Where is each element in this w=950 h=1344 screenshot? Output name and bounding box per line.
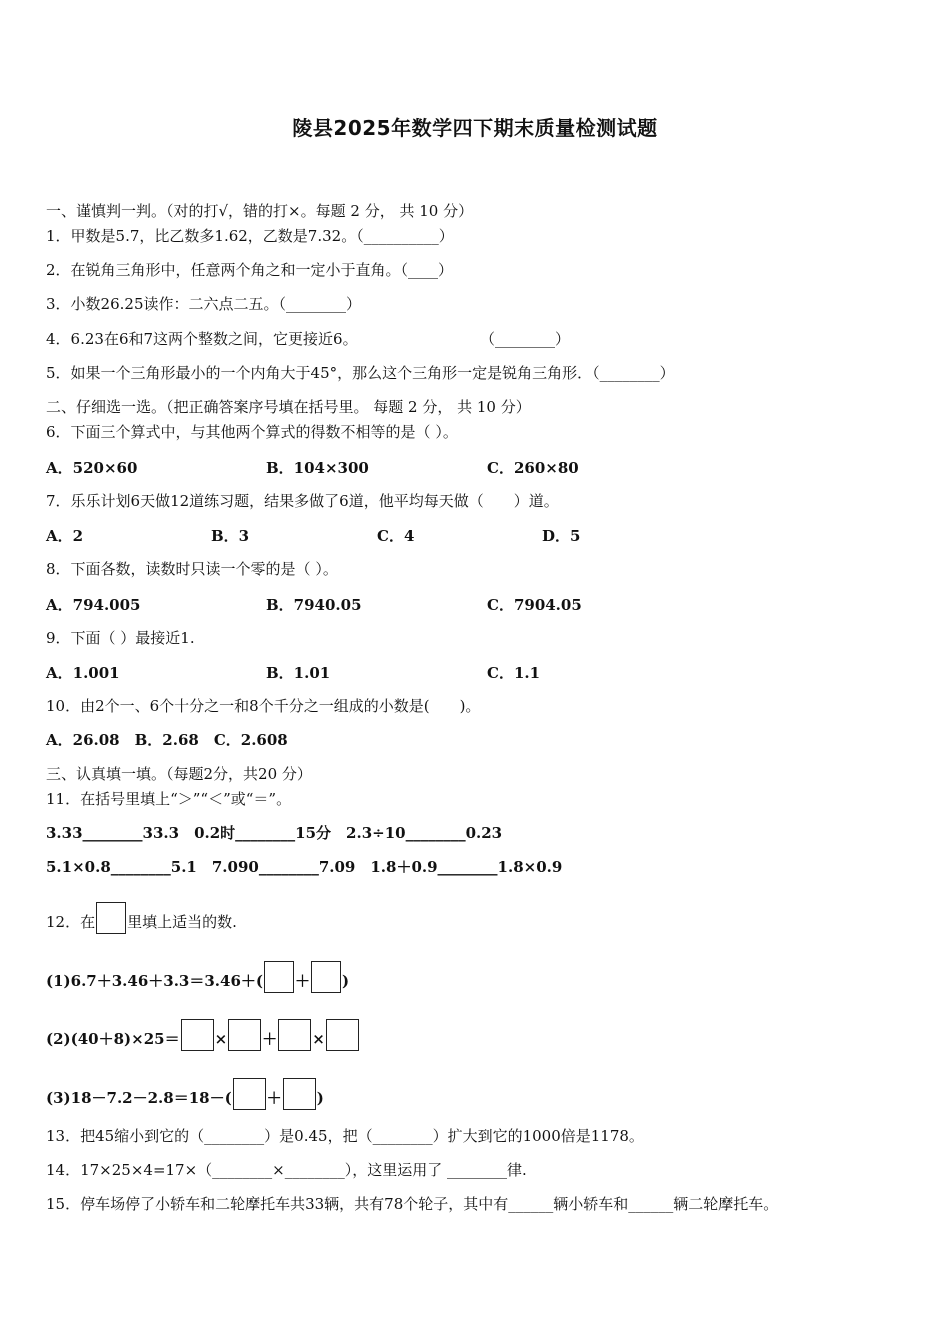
question-7: 7．乐乐计划6天做12道练习题，结果多做了6道，他平均每天做（ ）道。: [46, 492, 559, 510]
question-12: [46, 902, 237, 934]
q7-option-a: A．2: [46, 527, 84, 545]
close-paren: ): [316, 1089, 324, 1107]
answer-box[interactable]: [283, 1078, 316, 1110]
question-1: 1．甲数是5.7，比乙数多1.62，乙数是7.32。（__________）: [46, 227, 454, 245]
q6-option-b: B．104×300: [266, 459, 369, 477]
q7-option-d: D．5: [542, 527, 581, 545]
q11-row-2: 5.1×0.8________5.1 7.090________7.09 1.8＋0.9________1.8×0.9: [46, 858, 563, 876]
q6-option-c: C．260×80: [487, 459, 579, 477]
question-10: 10．由2个一、6个十分之一和8个千分之一组成的小数是( )。: [46, 697, 481, 715]
answer-box[interactable]: [311, 961, 341, 993]
question-4: 4．6.23在6和7这两个整数之间，它更接近6。: [46, 330, 358, 348]
answer-box[interactable]: [264, 961, 294, 993]
q9-option-a: A．1.001: [46, 664, 120, 682]
question-14: 14．17×25×4=17×（________×________），这里运用了 ________律.: [46, 1161, 527, 1179]
page-title: 陵县2025年数学四下期末质量检测试题: [292, 116, 658, 140]
question-15: 15．停车场停了小轿车和二轮摩托车共33辆，共有78个轮子，其中有______辆小轿车和______辆二轮摩托车。: [46, 1195, 779, 1213]
q6-option-a: A．520×60: [46, 459, 138, 477]
question-3: 3．小数26.25读作：二六点二五。（________）: [46, 295, 361, 313]
question-13: 13．把45缩小到它的（________）是0.45，把（________）扩大到它的1000倍是1178。: [46, 1127, 644, 1145]
q8-option-c: C．7904.05: [487, 596, 582, 614]
q11-row-1: 3.33________33.3 0.2时________15分 2.3÷10________0.23: [46, 824, 503, 842]
plus-sign: ＋: [295, 972, 311, 990]
question-11: 11．在括号里填上“＞”“＜”或“＝”。: [46, 790, 292, 808]
question-8: 8．下面各数，读数时只读一个零的是（ ）。: [46, 560, 338, 578]
plus-sign: ＋: [266, 1089, 282, 1107]
q12-suffix: 里填上适当的数.: [127, 913, 237, 931]
question-9: 9．下面（ ）最接近1.: [46, 629, 195, 647]
close-paren: ): [342, 972, 350, 990]
section3-header: 三、认真填一填。（每题2分，共20 分）: [46, 765, 312, 783]
q12-1-expression: (1)6.7＋3.46＋3.3＝3.46＋(: [46, 972, 263, 990]
q12-part-2: [46, 1019, 360, 1051]
question-6: 6．下面三个算式中，与其他两个算式的得数不相等的是（ ）。: [46, 423, 458, 441]
answer-box: [96, 902, 126, 934]
q8-option-b: B．7940.05: [266, 596, 362, 614]
question-2: 2．在锐角三角形中，任意两个角之和一定小于直角。（____）: [46, 261, 454, 279]
question-5: 5．如果一个三角形最小的一个内角大于45°，那么这个三角形一定是锐角三角形．（________）: [46, 364, 675, 382]
section2-header: 二、仔细选一选。（把正确答案序号填在括号里。 每题 2 分， 共 10 分）: [46, 398, 531, 416]
q12-part-1: [46, 961, 349, 993]
q9-option-c: C．1.1: [487, 664, 541, 682]
q9-option-b: B．1.01: [266, 664, 331, 682]
answer-box[interactable]: [326, 1019, 359, 1051]
q12-2-expression: (2)(40＋8)×25＝: [46, 1030, 180, 1048]
answer-box[interactable]: [233, 1078, 266, 1110]
q8-option-a: A．794.005: [46, 596, 141, 614]
question-4-blank: （________）: [480, 330, 571, 348]
answer-box[interactable]: [228, 1019, 261, 1051]
plus-sign: ＋: [262, 1030, 278, 1048]
answer-box[interactable]: [181, 1019, 214, 1051]
answer-box[interactable]: [278, 1019, 311, 1051]
q12-prefix: 12．在: [46, 913, 96, 931]
times-sign: ×: [214, 1030, 228, 1048]
q12-3-expression: (3)18－7.2－2.8＝18－(: [46, 1089, 232, 1107]
section1-header: 一、谨慎判一判。（对的打√，错的打×。每题 2 分， 共 10 分）: [46, 202, 474, 220]
times-sign: ×: [312, 1030, 325, 1048]
q12-part-3: [46, 1078, 324, 1110]
q7-option-b: B．3: [211, 527, 250, 545]
q7-option-c: C．4: [377, 527, 415, 545]
q10-options: A．26.08 B．2.68 C．2.608: [46, 731, 288, 749]
